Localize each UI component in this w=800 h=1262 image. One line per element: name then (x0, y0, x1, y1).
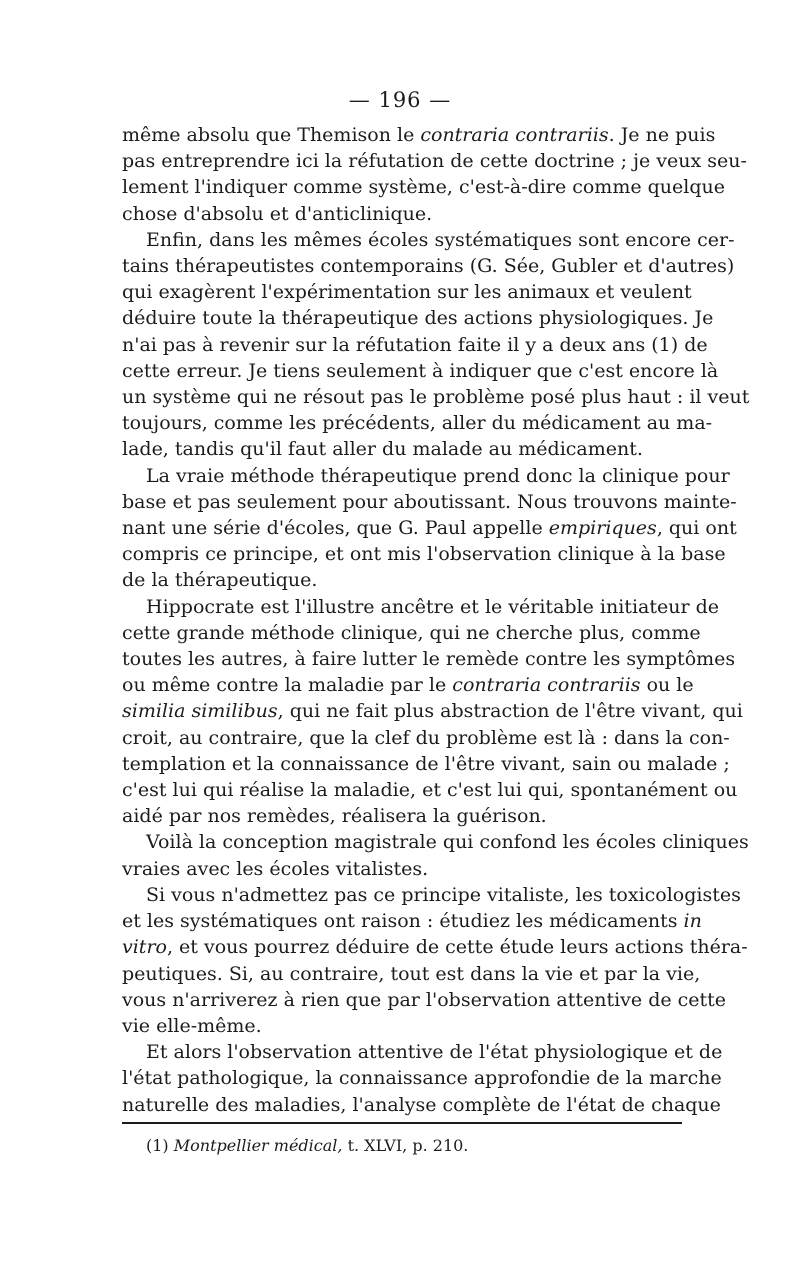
text-line: toujours, comme les précédents, aller du médicament au ma- (122, 412, 713, 435)
text-line: cette erreur. Je tiens seulement à indiquer que c'est encore là (122, 359, 719, 382)
text-line: déduire toute la thérapeutique des actions physiologiques. Je (122, 307, 714, 330)
text-line: base et pas seulement pour aboutissant. Nous trouvons mainte- (122, 490, 737, 513)
text-line: ou même contre la maladie par le contraria contrariis ou le (122, 674, 694, 697)
text-line: n'ai pas à revenir sur la réfutation faite il y a deux ans (1) de (122, 333, 708, 356)
paragraph-start-line: Et alors l'observation attentive de l'état physiologique et de (146, 1041, 723, 1064)
paragraph-start-line: Hippocrate est l'illustre ancêtre et le véritable initiateur de (146, 595, 719, 618)
text-line: templation et la connaissance de l'être vivant, sain ou malade ; (122, 752, 730, 775)
body-text (122, 122, 750, 1118)
text-line: chose d'absolu et d'anticlinique. (122, 202, 433, 225)
text-line: vous n'arriverez à rien que par l'observation attentive de cette (122, 988, 727, 1011)
text-line: aidé par nos remèdes, réalisera la guérison. (122, 805, 547, 828)
text-line: et les systématiques ont raison : étudiez les médicaments in (122, 910, 702, 933)
text-line: vraies avec les écoles vitalistes. (122, 857, 429, 880)
text-line: tains thérapeutistes contemporains (G. Sée, Gubler et d'autres) (122, 255, 735, 278)
text-line: pas entreprendre ici la réfutation de cette doctrine ; je veux seu- (122, 150, 747, 173)
page-number: — 196 — (348, 88, 452, 112)
text-line: un système qui ne résout pas le problème posé plus haut : il veut (122, 386, 750, 409)
footnote-rule (122, 1122, 682, 1124)
text-line: c'est lui qui réalise la maladie, et c'est lui qui, spontanément ou (122, 779, 738, 802)
paragraph-start-line: Enfin, dans les mêmes écoles systématiques sont encore cer- (146, 228, 735, 251)
footnote-source: Montpellier médical, (173, 1136, 343, 1155)
text-line: vie elle-même. (122, 1014, 262, 1037)
text-line: l'état pathologique, la connaissance approfondie de la marche (122, 1067, 722, 1090)
text-line: lement l'indiquer comme système, c'est-à-dire comme quelque (122, 176, 725, 199)
text-line: vitro, et vous pourrez déduire de cette étude leurs actions théra- (122, 936, 748, 959)
text-line: nant une série d'écoles, que G. Paul appelle empiriques, qui ont (122, 517, 737, 540)
footnote-reference: t. XLVI, p. 210. (347, 1136, 469, 1155)
paragraph-start-line: Si vous n'admettez pas ce principe vitaliste, les toxicologistes (146, 883, 741, 906)
text-line: peutiques. Si, au contraire, tout est dans la vie et par la vie, (122, 962, 701, 985)
paragraph-start-line: La vraie méthode thérapeutique prend donc la clinique pour (146, 464, 730, 487)
text-line: de la thérapeutique. (122, 569, 318, 592)
text-line: croit, au contraire, que la clef du problème est là : dans la con- (122, 726, 730, 749)
text-line: naturelle des maladies, l'analyse complète de l'état de chaque (122, 1093, 721, 1116)
text-line: même absolu que Themison le contraria contrariis. Je ne puis (122, 124, 716, 146)
text-line: qui exagèrent l'expérimentation sur les animaux et veulent (122, 281, 692, 304)
text-line: toutes les autres, à faire lutter le remède contre les symptômes (122, 648, 736, 671)
paragraph-start-line: Voilà la conception magistrale qui confond les écoles cliniques (146, 831, 749, 854)
text-line: lade, tandis qu'il faut aller du malade au médicament. (122, 438, 643, 461)
footnote-number: (1) (146, 1136, 169, 1155)
footnote (146, 1136, 468, 1155)
text-line: compris ce principe, et ont mis l'observation clinique à la base (122, 543, 726, 566)
text-line: cette grande méthode clinique, qui ne cherche plus, comme (122, 621, 701, 644)
text-line: similia similibus, qui ne fait plus abstraction de l'être vivant, qui (122, 700, 743, 723)
